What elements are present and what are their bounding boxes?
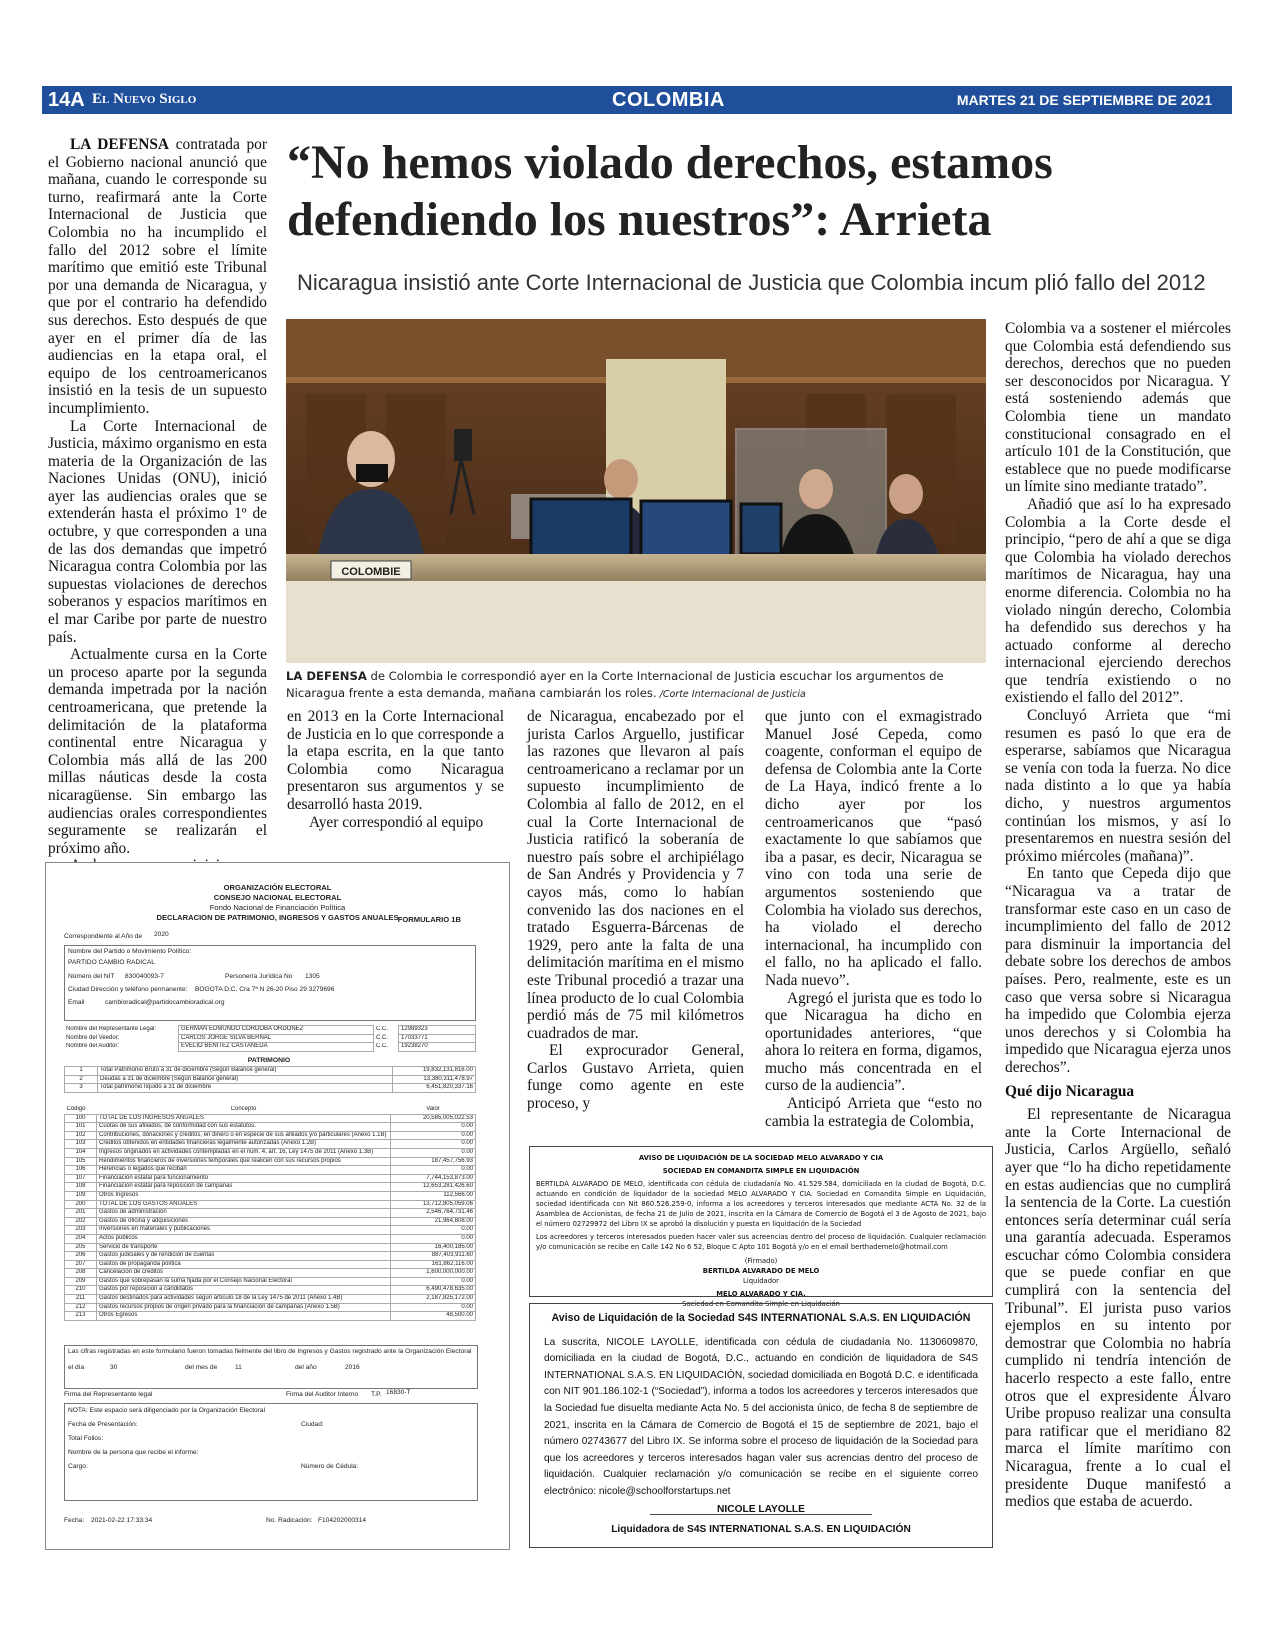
row-code: 103 xyxy=(65,1140,97,1149)
row-value: 187,457,756.93 xyxy=(391,1157,476,1166)
row-code: 213 xyxy=(65,1312,97,1321)
person-name: CARLOS JORGE SILVA BERNAL xyxy=(179,1034,374,1043)
row-code: 208 xyxy=(65,1269,97,1278)
table-row xyxy=(65,1217,476,1226)
row-concept: Inversiones en materiales y publicaciones xyxy=(97,1226,391,1235)
row-number: 2 xyxy=(65,1075,98,1084)
year-label: Correspondiente al Año de xyxy=(64,933,143,940)
row-concept: Financiación estatal para reposición de campañas xyxy=(97,1183,391,1192)
form-title-1: ORGANIZACIÓN ELECTORAL xyxy=(223,883,332,892)
row-code: 102 xyxy=(65,1131,97,1140)
row-concept: Créditos obtenidos en entidades financieras legalmente autorizadas (Anexo 1.2B) xyxy=(97,1140,391,1149)
row-value: 0.00 xyxy=(391,1166,476,1175)
row-number: 1 xyxy=(65,1067,98,1076)
notice-title: AVISO DE LIQUIDACIÓN DE LA SOCIEDAD MELO ALVARADO Y CIA xyxy=(638,1154,884,1162)
row-code: 201 xyxy=(65,1209,97,1218)
col-header-valor: Valor xyxy=(426,1106,440,1112)
party-label: Nombre del Partido o Movimiento Político: xyxy=(68,948,192,955)
placard-text: COLOMBIE xyxy=(341,566,401,578)
subheadline: Nicaragua insistió ante Corte Internacional de Justicia que Colombia incum plió fallo del 2012 xyxy=(297,270,1206,295)
fecha-value: 2021-02-22 17:33:34 xyxy=(91,1517,153,1524)
row-code: 202 xyxy=(65,1217,97,1226)
masthead xyxy=(42,86,1232,114)
row-concept: Gastos de propaganda política xyxy=(97,1260,391,1269)
notice-sig-name: BERTILDA ALVARADO DE MELO xyxy=(702,1267,820,1275)
table-row xyxy=(65,1226,476,1235)
cc-value: 19238270 xyxy=(399,1043,476,1052)
office-note: NOTA: Este espacio será diligenciado por la Organización Electoral xyxy=(68,1407,266,1414)
table-row xyxy=(65,1157,476,1166)
email-value: cambioradical@partidocambioradical.org xyxy=(105,999,225,1006)
row-value: 48,500.00 xyxy=(391,1312,476,1321)
row-value: 13,712,805,059.06 xyxy=(391,1200,476,1209)
pj-value: 1305 xyxy=(305,973,320,980)
electoral-declaration-form xyxy=(45,862,510,1550)
yr-label: del año xyxy=(295,1364,317,1371)
paragraph: Concluyó Arrieta que “mi resumen es pasó lo que era de esperarse, sabíamos que Nicaragua se venía con toda la fuerza. No dice nada distinto a lo que ya había dicho, y nuestros argumentos continúan los mismos, y así lo presentaremos en nuestra sesión del próximo miércoles (mañana)”. xyxy=(1005,707,1231,865)
day-label: el día xyxy=(68,1364,85,1371)
row-code: 200 xyxy=(65,1200,97,1209)
nit-label: Número del NIT xyxy=(68,973,115,980)
notice-company: MELO ALVARADO Y CIA. xyxy=(716,1290,806,1298)
table-row xyxy=(65,1295,476,1304)
notice-sig-role: Liquidadora de S4S INTERNATIONAL S.A.S. EN LIQUIDACIÓN xyxy=(611,1524,911,1535)
table-row xyxy=(65,1075,476,1084)
people-table xyxy=(64,1025,476,1052)
row-value: 1,600,000,000.00 xyxy=(391,1269,476,1278)
headline-line-1: “No hemos violado derechos, estamos xyxy=(287,136,1053,189)
row-code: 108 xyxy=(65,1183,97,1192)
article-column-1 xyxy=(48,136,267,875)
row-code: 207 xyxy=(65,1260,97,1269)
cert-text: Las cifras registradas en este formulario fueron tomadas fielmente del libro de Ingresos y Gastos registrado ante la Organización Electoral xyxy=(68,1348,472,1355)
paragraph: Ayer correspondió al equipo xyxy=(309,813,484,831)
newspaper-name: El Nuevo Siglo xyxy=(92,91,197,107)
address-value: BOGOTA D.C. Cra 7ª N 26-20 Piso 29 3279696 xyxy=(195,986,335,993)
notice-signed: (Firmado) xyxy=(744,1257,778,1265)
table-row xyxy=(65,1140,476,1149)
row-number: 3 xyxy=(65,1084,98,1093)
row-code: 109 xyxy=(65,1191,97,1200)
article-column-4 xyxy=(765,708,982,1130)
row-code: 100 xyxy=(65,1114,97,1123)
nit-value: 830040093-7 xyxy=(125,973,164,980)
table-row xyxy=(65,1277,476,1286)
row-value: 0.00 xyxy=(391,1234,476,1243)
row-label: Total patrimonio líquido a 31 de diciembre xyxy=(98,1084,393,1093)
certification-box xyxy=(64,1345,478,1389)
row-concept: Gastos de oficina y adquisiciones xyxy=(97,1217,391,1226)
row-concept: Rendimientos financieros de inversiones temporales que realicen con sus recursos propios xyxy=(97,1157,391,1166)
month-value: 11 xyxy=(235,1364,242,1371)
pj-label: Personería Jurídica No xyxy=(225,973,293,980)
row-concept: Gastos judiciales y de rendición de cuentas xyxy=(97,1252,391,1261)
role-label: Nombre del Veedor: xyxy=(66,1034,120,1041)
notice-company-type: Sociedad en Comandita Simple en Liquidación xyxy=(682,1300,840,1308)
cedula-label: Número de Cédula: xyxy=(301,1463,359,1470)
cc-label: C.C. xyxy=(376,1043,388,1050)
row-value: 7,744,153,873.00 xyxy=(391,1174,476,1183)
form-id: FORMULARIO 1B xyxy=(397,915,461,924)
article-column-5 xyxy=(1005,320,1231,1511)
email-label: Email xyxy=(68,999,85,1006)
folios-label: Total Folios: xyxy=(68,1435,104,1442)
row-code: 104 xyxy=(65,1148,97,1157)
table-row xyxy=(65,1148,476,1157)
row-value: 161,862,116.00 xyxy=(391,1260,476,1269)
row-value: 6,451,820,337.16 xyxy=(393,1084,476,1093)
table-row xyxy=(65,1191,476,1200)
table-row xyxy=(65,1067,476,1076)
row-value: 2,546,764,731.46 xyxy=(391,1209,476,1218)
row-value: 887,403,911.60 xyxy=(391,1252,476,1261)
form-title-3: Fondo Nacional de Financiación Política xyxy=(209,903,346,912)
headline xyxy=(287,134,1247,248)
article-column-3 xyxy=(527,708,744,1113)
row-value: 16,400,185.00 xyxy=(391,1243,476,1252)
table-row xyxy=(65,1114,476,1123)
row-concept: Contribuciones, donaciones y créditos, en dinero o en especie de sus afiliados y/o particulares (Anexo 1.1B) xyxy=(97,1131,391,1140)
radicacion-value: F104202000314 xyxy=(318,1517,367,1524)
row-concept: Otros Ingresos xyxy=(97,1191,391,1200)
row-value: 21,964,808.00 xyxy=(391,1217,476,1226)
row-code: 205 xyxy=(65,1243,97,1252)
court-photo xyxy=(286,319,986,663)
caption-text: de Colombia le correspondió ayer en la Corte Internacional de Justicia escuchar los argumentos de Nicaragua frente a esta demanda, mañana cambiarán los roles. xyxy=(286,669,944,700)
row-code: 212 xyxy=(65,1303,97,1312)
row-value: 0.00 xyxy=(391,1277,476,1286)
fecha-label: Fecha: xyxy=(64,1517,85,1524)
table-row xyxy=(65,1312,476,1321)
row-code: 204 xyxy=(65,1234,97,1243)
form-title-2: CONSEJO NACIONAL ELECTORAL xyxy=(213,893,342,902)
row-code: 209 xyxy=(65,1277,97,1286)
paragraph: de Nicaragua, encabezado por el jurista Carlos Arguello, justificar las razones que llevaron al país centroamericano a reclamar por un supuesto incumplimiento de Colombia al fallo de 2012, en el cual la Corte Internacional de Justicia ratificó la soberanía de nuestro país sobre el archipiélago de San Andrés y Providencia y 7 cayos más, como lo habían convenido las dos naciones en el tratado Esguerra-Bárcenas de 1929, pero ante la falta de una delimitación marítima en el mismo este Tribunal procedió a trazar una línea producto de lo cual Colombia perdió más de 75 mil kilómetros cuadrados de mar. xyxy=(527,708,744,1042)
headline-line-2: defendiendo los nuestros”: Arrieta xyxy=(287,193,992,246)
photo-caption xyxy=(286,668,986,703)
paragraph: El representante de Nicaragua ante la Corte Internacional de Justicia, Carlos Argüello, señaló ayer que “lo ha dicho repetidamente en estas audiencias que no cumplirá la sentencia de la Corte. La cuestión entonces sería determinar cuál sería una garantía adecuada. Esperamos escuchar cómo Colombia considera que se puede confiar en que cumplirá con la sentencia del Tribunal”. El jurista puso varios ejemplos en su intento por demostrar que Colombia no habría cumplido ni tendría intención de hacerlo respecto a este fallo, entre otros que el expresidente Álvaro Uribe propuso realizar una consulta para ratificar que el meridiano 82 marca el límite marítimo con Nicaragua, frente a lo cual el presidente Duque manifestó a medios que estaba de acuerdo. xyxy=(1005,1106,1231,1511)
paragraph: que junto con el exmagistrado Manuel José Cepeda, como coagente, conforman el equipo de defensa de Colombia ante la Corte de La Haya, indicó frente a lo dicho ayer por los centroamericanos que “pasó exactamente lo que sabíamos que iba a pasar, es decir, Nicaragua se vino con toda una serie de argumentos sosteniendo que Colombia ha violado sus derechos, ha violado el derecho internacional, ha incumplido con el fallo, no ha aplicado el fallo. Nada nuevo”. xyxy=(765,708,982,989)
table-row xyxy=(65,1183,476,1192)
liquidation-notice-melo xyxy=(529,1146,993,1308)
table-row xyxy=(65,1166,476,1175)
notice-body: La suscrita, NICOLE LAYOLLE, identificada con cédula de ciudadanía No. 1130609870, domiciliada en la ciudad de Bogotá, D.C., actuando en condición de liquidadora de S4S INTERNATIONAL S.A.S. EN LIQUIDACIÓN, sociedad domiciliada en Bogotá D.C. e identificada con NIT 901.186.102-1 (“Sociedad”), informa a todos los acreedores y terceros interesados que la Sociedad fue disuelta mediante Acta No. 5 del accionista único, de fecha 8 de septiembre de 2021, inscrita en la Cámara de Comercio de Bogotá el 15 de septiembre de 2021, bajo el número 02743677 del Libro IX. Se informa sobre el proceso de liquidación de la Sociedad para que los acreedores y terceros interesados hagan valer sus acrencias dentro del proceso de liquidación. Cualquier reclamación y/o comunicación se recibe en el siguiente correo electrónico: nicole@schoolforstartups.net xyxy=(544,1336,978,1497)
form-title-4: DECLARACION DE PATRIMONIO, INGRESOS Y GASTOS ANUALES xyxy=(156,913,399,922)
paragraph: Agregó el jurista que es todo lo que Nicaragua ha dicho en oportunidades anteriores, “que ahora lo reitera en forma, digamos, mucho más concentrada en el curso de la audiencia”. xyxy=(765,989,982,1095)
table-row xyxy=(65,1303,476,1312)
person-name: EVELIO BENITEZ CASTAÑEDA xyxy=(179,1043,374,1052)
row-code: 211 xyxy=(65,1295,97,1304)
row-value: 13,380,311,478.97 xyxy=(393,1075,476,1084)
page-number: 14A xyxy=(48,89,85,111)
row-value: 12,653,281,426.60 xyxy=(391,1183,476,1192)
row-value: 0.00 xyxy=(391,1123,476,1132)
fecha-pres-label: Fecha de Presentación: xyxy=(68,1421,138,1428)
row-value: 0.00 xyxy=(391,1131,476,1140)
row-code: 206 xyxy=(65,1252,97,1261)
sig-aud-label: Firma del Auditor Interno xyxy=(286,1391,359,1398)
row-value: 0.00 xyxy=(391,1303,476,1312)
row-concept: Cancelación de créditos xyxy=(97,1269,391,1278)
table-row xyxy=(65,1200,476,1209)
issue-date: MARTES 21 DE SEPTIEMBRE DE 2021 xyxy=(956,92,1212,108)
table-row xyxy=(65,1131,476,1140)
paragraph: El exprocurador General, Carlos Gustavo Arrieta, quien funge como agente en este proceso, y xyxy=(527,1042,744,1113)
cargo-label: Cargo: xyxy=(68,1463,88,1470)
nombre-label: Nombre de la persona que recibe el informe: xyxy=(68,1449,199,1456)
row-value: 0.00 xyxy=(391,1226,476,1235)
yr-value: 2016 xyxy=(345,1364,360,1371)
row-concept: Cuotas de sus afiliados, de conformidad con sus estatutos. xyxy=(97,1123,391,1132)
table-row xyxy=(65,1174,476,1183)
table-row xyxy=(64,1034,476,1043)
row-value: 20,585,005,022.53 xyxy=(391,1114,476,1123)
row-concept: Gastos que sobrepasan la suma fijada por el Consejo Nacional Electoral xyxy=(97,1277,391,1286)
ciudad-label: Ciudad: xyxy=(301,1421,324,1428)
row-concept: TOTAL DE LOS GASTOS ANUALES xyxy=(97,1200,391,1209)
party-name: PARTIDO CAMBIO RADICAL xyxy=(68,959,155,966)
notice-body: BERTILDA ALVARADO DE MELO, identificada con cédula de ciudadanía No. 41.529.584, domiciliada en la ciudad de Bogotá, D.C. actuando en condición de liquidador de la sociedad MELO ALVARADO Y CIA. Sociedad en Comandita Simple en Liquidación, sociedad identificada con Nit 860.526.259-0, informa a los acreedores y terceros interesados que mediante ACTA No. 32 de la Asamblea de Accionistas, de fecha 21 de Julio de 2021, inscrita en la Cámara de Comercio de Bogotá el 3 de Agosto de 2021, bajo el número 02729972 del Libro IX se aprobó la disolución y puesta en liquidación de la Sociedad xyxy=(536,1180,986,1228)
tp-value: 16830-T xyxy=(386,1389,411,1396)
article-column-2 xyxy=(287,708,504,831)
sig-rep-label: Firma del Representante legal xyxy=(64,1391,153,1398)
cc-value: 12989323 xyxy=(399,1026,476,1035)
table-row xyxy=(65,1252,476,1261)
row-code: 101 xyxy=(65,1123,97,1132)
row-value: 6,490,478,635.00 xyxy=(391,1286,476,1295)
row-value: 2,187,825,172.00 xyxy=(391,1295,476,1304)
row-concept: Servicio de transporte xyxy=(97,1243,391,1252)
row-value: 0.00 xyxy=(391,1140,476,1149)
row-label: Total Patrimonio Bruto a 31 de diciembre (Según Balance general) xyxy=(98,1067,393,1076)
row-concept: Financiación estatal para funcionamiento xyxy=(97,1174,391,1183)
notice-title: Aviso de Liquidación de la Sociedad S4S INTERNATIONAL S.A.S. EN LIQUIDACIÓN xyxy=(551,1312,971,1324)
row-code: 210 xyxy=(65,1286,97,1295)
row-code: 203 xyxy=(65,1226,97,1235)
table-row xyxy=(65,1234,476,1243)
paragraph: Actualmente cursa en la Corte un proceso aparte por la segunda demanda impetrada por la nación centroamericana, que pretende la delimitación de la plataforma continental entre Nicaragua y Colombia más allá de las 200 millas náuticas desde la costa nicaragüense. Sin embargo las audiencias orales correspondientes seguramente se realizarán el próximo año. xyxy=(48,646,267,857)
cc-label: C.C. xyxy=(376,1034,388,1041)
paragraph: Colombia va a sostener el miércoles que Colombia está defendiendo sus derechos, derechos que no pueden ser desconocidos por Nicaragua. Y está sosteniendo además que Colombia tiene un mandato constitucional consagrado en el artículo 101 de la Constitución, que establece que no puede modificarse un límite sino mediante tratado”. xyxy=(1005,320,1231,496)
cc-value: 17033771 xyxy=(399,1034,476,1043)
table-row xyxy=(65,1269,476,1278)
patrimonio-table xyxy=(64,1066,476,1093)
month-label: del mes de xyxy=(185,1364,218,1371)
paragraph: En tanto que Cepeda dijo que “Nicaragua va a tratar de transformar este caso en un caso de incumplimiento del fallo de 2012 para disminuir la importancia del debate sobre los derechos de ambos países. Pero, realmente, este es un caso que versa sobre si Nicaragua ha impedido que Colombia ejerza unos derechos y si Colombia ha impedido que Nicaragua ejerza unos derechos”. xyxy=(1005,865,1231,1076)
notice-sig-name: NICOLE LAYOLLE xyxy=(717,1504,805,1515)
address-label: Ciudad Dirección y teléfono permanente: xyxy=(68,986,188,993)
lead-in: LA DEFENSA xyxy=(70,136,170,153)
row-concept: Gastos recursos propios de origen privado para la financiación de campañas (Anexo 1.5B) xyxy=(97,1303,391,1312)
row-value: 112,566.00 xyxy=(391,1191,476,1200)
role-label: Nombre del Representante Legal: xyxy=(66,1026,157,1032)
table-row xyxy=(65,1260,476,1269)
row-code: 105 xyxy=(65,1157,97,1166)
row-value: 0.00 xyxy=(391,1148,476,1157)
row-concept: Gastos de administración xyxy=(97,1209,391,1218)
patrimonio-title: PATRIMONIO xyxy=(247,1057,291,1064)
office-use-box xyxy=(64,1403,478,1501)
notice-body-2: Los acreedores y terceros interesados pueden hacer valer sus acreencias dentro del proceso de liquidación. Cualquier reclamación y/o comunicación se recibe en Calle 142 No 6 52, Bloque C Apto 101 Bogotá y/o en el email berthademelo@hotmail.com xyxy=(536,1233,986,1251)
table-row xyxy=(64,1026,476,1035)
table-row xyxy=(65,1084,476,1093)
day-value: 30 xyxy=(110,1364,118,1371)
col-header-codigo: Código xyxy=(66,1106,86,1112)
cc-label: C.C. xyxy=(376,1026,388,1032)
paragraph: La Corte Internacional de Justicia, máximo organismo en esta materia de la Organización de las Naciones Unidas (ONU), inició ayer las audiencias orales que se extenderán hasta el próximo 1º de octubre, y que corresponden a una de las dos demandas que impetró Nicaragua contra Colombia por las supuestas violaciones de derechos soberanos y espacios marítimos en el mar Caribe por parte de nuestro país. xyxy=(48,417,267,646)
person-name: GERMAN EDMUNDO CORDOBA ORDOÑEZ xyxy=(179,1026,374,1035)
section-name: COLOMBIA xyxy=(612,89,725,111)
paragraph: contratada por el Gobierno nacional anunció que mañana, cuando le corresponde su turno, reafirmará ante la Corte Internacional de Justicia que Colombia no ha incumplido el fallo del 2012 sobre el límite marítimo que emitió este Tribunal por una demanda de Nicaragua, y que por el contrario ha defendido sus derechos. Esto después de que ayer en el primer día de las audiencias en la etapa oral, el equipo de los centroamericanos insistió en la tesis de un supuesto incumplimiento. xyxy=(48,136,267,417)
table-row xyxy=(65,1243,476,1252)
courtroom-image xyxy=(286,319,986,663)
role-label: Nombre del Auditor: xyxy=(66,1043,120,1050)
income-expense-table xyxy=(64,1106,476,1321)
paragraph: en 2013 en la Corte Internacional de Justicia en lo que corresponde a la etapa escrita, en la que tanto Colombia como Nicaragua presentaron sus argumentos y se desarrolló hasta 2019. xyxy=(287,708,504,813)
section-subtitle: Qué dijo Nicaragua xyxy=(1005,1082,1135,1100)
notice-sig-role: Liquidador xyxy=(743,1277,779,1285)
col-header-concepto: Concepto xyxy=(230,1106,257,1112)
row-concept: Gastos destinados para actividades según artículo 18 de la Ley 1475 de 2011 (Anexo 1.4B) xyxy=(97,1295,391,1304)
row-concept: Gastos por reposición a candidatos xyxy=(97,1286,391,1295)
row-code: 106 xyxy=(65,1166,97,1175)
row-concept: Otros Egresos xyxy=(97,1312,391,1321)
paragraph: Anticipó Arrieta que “esto no cambia la estrategia de Colombia, xyxy=(765,1095,982,1130)
liquidation-notice-s4s xyxy=(529,1303,993,1548)
row-concept: Actos públicos xyxy=(97,1234,391,1243)
table-row xyxy=(65,1123,476,1132)
row-value: 19,832,131,816.00 xyxy=(393,1067,476,1076)
paragraph: Añadió que así lo ha expresado Colombia a la Corte desde el principio, “pero de ahí a que se diga que Colombia ha violado derechos marítimos de Nicaragua, hay una enorme diferencia. Colombia no ha violado ningún derecho, Colombia ha defendido sus derechos y ha actuado conforme al derecho internacional ejerciendo derechos que tendría existiendo o no existiendo el fallo del 2012”. xyxy=(1005,495,1231,707)
caption-lead: LA DEFENSA xyxy=(286,669,367,683)
photo-credit: /Corte Internacional de Justicia xyxy=(656,689,806,700)
row-code: 107 xyxy=(65,1174,97,1183)
party-info-box xyxy=(64,945,476,1021)
row-concept: Ingresos originados en actividades contempladas en el num. 4, art. 16, Ley 1475 de 2011 (Anexo 1.3B) xyxy=(97,1148,391,1157)
row-label: Deudas a 31 de diciembre (Según Balance general) xyxy=(98,1075,393,1084)
year-value: 2020 xyxy=(154,931,169,938)
tp-label: T.P. xyxy=(371,1391,382,1398)
table-header-row xyxy=(65,1106,476,1114)
table-row xyxy=(65,1209,476,1218)
radicacion-label: No. Radicación: xyxy=(266,1517,313,1524)
notice-subtitle: SOCIEDAD EN COMANDITA SIMPLE EN LIQUIDACIÓN xyxy=(662,1167,860,1175)
row-concept: TOTAL DE LOS INGRESOS ANUALES xyxy=(97,1114,391,1123)
row-concept: Herencias o legados que reciban xyxy=(97,1166,391,1175)
table-row xyxy=(64,1043,476,1052)
table-row xyxy=(65,1286,476,1295)
